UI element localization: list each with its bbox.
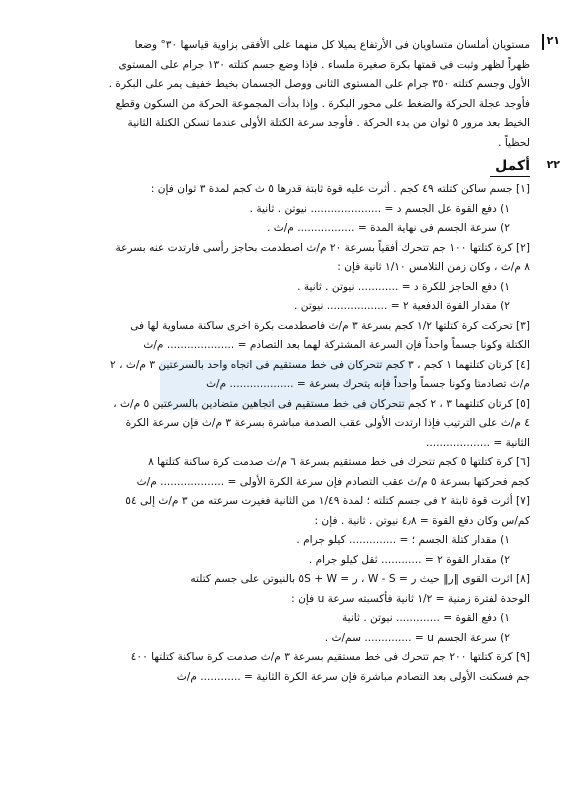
- item-line: [٨] اثرت القوى ‖ر‖ حيث ر = W - S ، ر = W + ٥S بالنيوتن على جسم كتلته: [190, 573, 530, 585]
- question-number-21: ٢١: [546, 34, 560, 47]
- item-line: م/ث تصادمتا وكونا جسماً واحداً فإنه يتحرك بسرعة = ................... م/ث: [206, 378, 530, 390]
- item-line: [١] جسم ساكن كتلته ٤٩ كجم . أثرت عليه قوة ثابتة قدرها ٥ ث كجم لمدة ٣ ثوان فإن :: [150, 183, 530, 195]
- item-line: ٢) سرعة الجسم u = .............. سم/ث .: [324, 631, 510, 644]
- item-line: الثانية = ...................: [425, 436, 530, 449]
- item-line: [٢] كرة كتلتها ١٠٠ جم تتحرك أفقياً بسرعة ٢٠ م/ث اصطدمت بحاجز رأسى فارتدت عنه بسرعة: [115, 241, 530, 254]
- item-line: [٩] كرة كتلتها ٢٠٠ جم تتحرك فى خط مستقيم بسرعة ٣ م/ث صدمت كرة ساكنة كتلتها ٤٠٠: [130, 651, 530, 663]
- q21-line: فأوجد عجلة الحركة والضغط على محور البكرة . وإذا بدأت المجموعة الحركة من السكون وقطع: [115, 97, 530, 110]
- item-line: ٢) مقدار القوة الدفعية ٢ = .................. نيوتن .: [294, 300, 510, 312]
- item-line: [٥] كرتان كتلتهما ٣ ، ٢ كجم تتحركان فى خط مستقيم فى اتجاهين متضادين بالسرعتين ٥ م/ث ،: [113, 397, 530, 410]
- q21-line: مستويان أملسان متساويان فى الأرتفاع يميلا كل منهما على الأفقى بزاوية قياسها ٣٠° وضعا: [134, 39, 530, 51]
- item-line: ٤ م/ث على الترتيب فإذا ارتدت الأولى عقب الصدمة مباشرة بسرعة ٣ م/ث فإن سرعة الكرة: [125, 417, 530, 429]
- q21-line: الأول وجسم كتلته ٣٥٠ جرام على المستوى الثانى ووصل الجسمان بخيط خفيف يمر على البكرة .: [108, 78, 530, 90]
- item-line: ١) دفع الحاجز للكرة د = ............ نيوتن . ثانية .: [297, 280, 510, 293]
- item-line: ١) دفع القوة = ............. نيوتن . ثانية: [341, 612, 510, 624]
- item-line: الكتلة وكونا جسماً واحداً فإن السرعة المشتركة لهما بعد التصادم = .................... م/ث: [143, 339, 530, 351]
- item-line: ١) مقدار كتلة الجسم ؛ = .............. كيلو جرام .: [296, 534, 510, 546]
- q21-line: الخيط بعد مرور ٥ ثوان من بدء الحركة . فأوجد سرعة الكتلة الأولى عندما تسكن الكتلة الثانية: [127, 117, 530, 129]
- item-line: الوحدة لفترة زمنية = ١/٢ ثانية فأكسبته سرعة u فإن :: [291, 592, 530, 605]
- item-line: كم/س وكان دفع القوة = ٤٫٨ نيوتن . ثانية . فإن :: [314, 514, 530, 527]
- question-number-22: ٢٢: [546, 158, 560, 171]
- question-22-items: [10, 180, 530, 687]
- item-line: ١) دفع القوة عل الجسم د = ..................... نيوتن . ثانية .: [249, 202, 510, 215]
- item-line: ٢) سرعة الجسم فى نهاية المدة = ................. م/ث .: [267, 222, 510, 234]
- q21-line: لحظياً .: [498, 136, 530, 149]
- question-21-text: [10, 36, 530, 153]
- item-line: ٨ م/ث ، وكان زمن التلامس ١/١٠ ثانية فإن :: [337, 261, 530, 273]
- item-line: ٢) مقدار القوة ٢ = ............ ثقل كيلو جرام .: [308, 553, 510, 566]
- item-line: كجم فحركتها بسرعة ٥ م/ث عقب التصادم فإن سرعة الكرة الأولى = ................... م/ث: [136, 475, 530, 488]
- item-line: جم فسكنت الأولى بعد التصادم مباشرة فإن سرعة الكرة الثانية = ............ م/ث: [176, 670, 530, 683]
- item-line: [٣] تحركت كرة كتلتها ١/٢ كجم بسرعة ٣ م/ث فاصطدمت بكرة اخرى ساكنة مساوية لها فى: [130, 319, 530, 332]
- item-line: [٦] كرة كتلتها ٥ كجم تتحرك فى خط مستقيم بسرعة ٦ م/ث صدمت كرة ساكنة كتلتها ٨: [148, 456, 530, 468]
- title-underline: [490, 176, 530, 177]
- section-title: أكمل: [495, 158, 530, 174]
- margin-mark: [542, 34, 544, 50]
- item-line: [٤] كرتان كتلتهما ١ كجم ، ٣ كجم تتحركان فى خط مستقيم فى اتجاه واحد بالسرعتين ٣ م/ث ، ٢: [110, 358, 530, 371]
- q21-line: ظهراً لظهر وثبت فى قمتها بكرة صغيرة ملساء . فإذا وضع جسم كتلته ١٣٠ جرام على المستوى: [118, 58, 530, 71]
- item-line: [٧] أثرت قوة ثابتة ٢ فى جسم كتلته ؛ لمدة ١/٤٩ من الثانية فغيرت سرعته من ٣ م/ث إلى ٥٤: [125, 495, 530, 507]
